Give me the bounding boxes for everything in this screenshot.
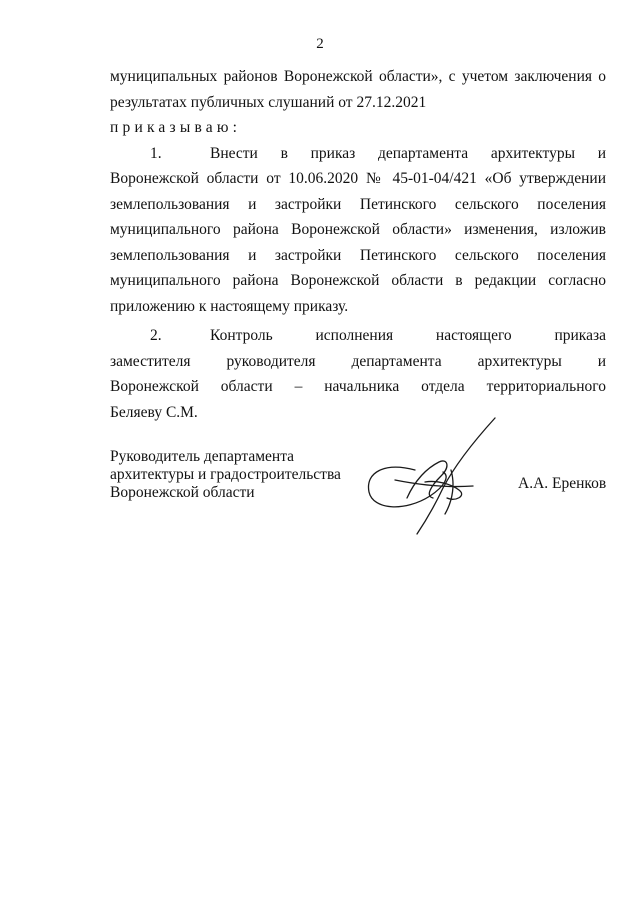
item-2-line-3: Воронежской области – начальника отдела территориального [110, 378, 606, 395]
signatory-title-line-3: Воронежской области [110, 484, 255, 501]
signatory-title [110, 448, 341, 502]
item-number: 2. [150, 327, 162, 344]
signatory-name: А.А. Еренков [518, 475, 607, 492]
item-1-first-line [110, 141, 606, 167]
item-1-line-5: землепользования и застройки Петинского сельского поселения [110, 246, 606, 264]
signatory-title-line-1: Руководитель департамента [110, 448, 295, 465]
item-1-line-2: Воронежской области от 10.06.2020 № 45-01-04/421 «Об утверждении [110, 170, 606, 187]
item-2-first-line [110, 323, 606, 349]
item-2-line-2: заместителя руководителя департамента архитектуры и [110, 352, 606, 370]
item-1-line-1: Внести в приказ департамента архитектуры и [210, 144, 606, 162]
item-1-line-7: приложению к настоящему приказу. [110, 297, 349, 315]
intro-line-2: результатах публичных слушаний от 27.12.2021 [110, 93, 427, 111]
page-number: 2 [316, 36, 324, 52]
item-2-line-1: Контроль исполнения настоящего приказа [210, 327, 606, 344]
item-1-line-3: землепользования и застройки Петинского сельского поселения [110, 195, 606, 213]
document-body [110, 64, 606, 425]
intro-line-1: муниципальных районов Воронежской области», с учетом заключения о [110, 68, 606, 85]
item-2-line-4: Беляеву С.М. [110, 403, 198, 421]
item-1-line-4: муниципального района Воронежской области» изменения, изложив [110, 221, 606, 238]
list-item [110, 141, 606, 320]
handwritten-signature [355, 410, 505, 540]
item-number: 1. [150, 144, 162, 162]
order-word: приказываю: [110, 119, 242, 136]
signatory-title-line-2: архитектуры и градостроительства [110, 466, 341, 483]
item-1-line-6: муниципального района Воронежской области в редакции согласно [110, 272, 606, 289]
